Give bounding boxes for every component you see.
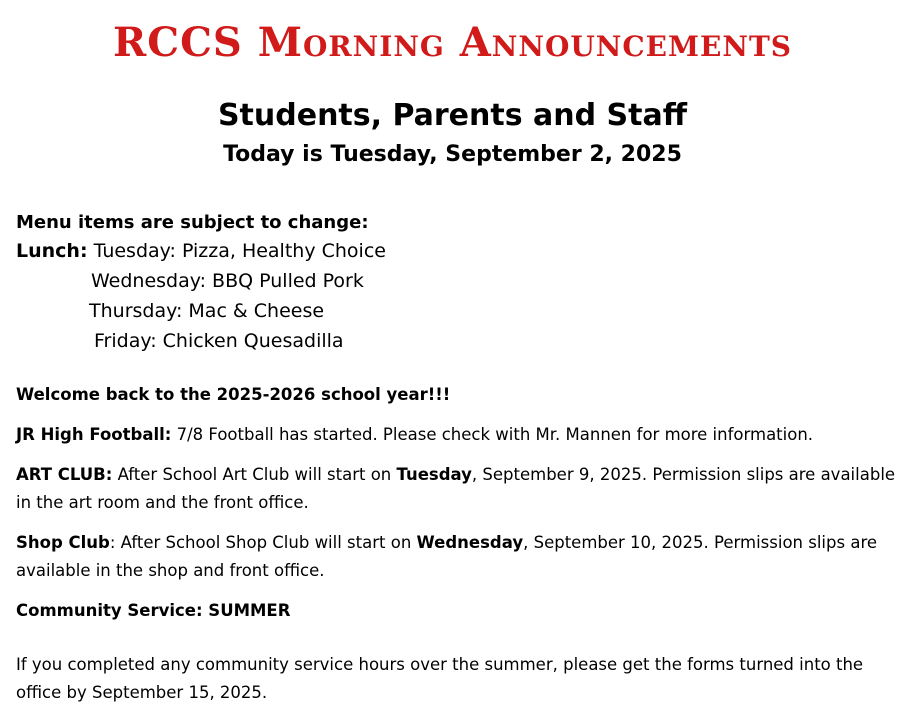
menu-heading: Menu items are subject to change:	[16, 212, 369, 233]
football-label: JR High Football:	[16, 425, 172, 444]
art-club-text-before: After School Art Club will start on	[112, 465, 397, 484]
lunch-row-friday	[94, 327, 344, 355]
lunch-day-tuesday: Tuesday: Pizza, Healthy Choice	[93, 240, 386, 262]
shop-club-text-after: , September 10, 2025. Permission slips are available in the shop and front office.	[16, 533, 878, 580]
lunch-day-wednesday: Wednesday: BBQ Pulled Pork	[91, 270, 364, 292]
audience-subtitle: Students, Parents and Staff	[217, 98, 688, 133]
art-club-label: ART CLUB:	[16, 465, 113, 484]
football-text: 7/8 Football has started. Please check with Mr. Mannen for more information.	[171, 425, 814, 444]
community-service-text: If you completed any community service hours over the summer, please get the forms turned into the office by September 15, 2025.	[16, 655, 864, 702]
art-club-day: Tuesday	[396, 465, 472, 484]
art-club-text-after: , September 9, 2025. Permission slips are available in the art room and the front office.	[16, 465, 896, 512]
lunch-day-friday: Friday: Chicken Quesadilla	[94, 330, 344, 352]
shop-club-announcement	[16, 529, 896, 585]
page-title: RCCS Morning Announcements	[112, 19, 793, 66]
lunch-day-thursday: Thursday: Mac & Cheese	[89, 300, 325, 322]
lunch-label: Lunch:	[16, 240, 88, 262]
art-club-announcement	[16, 461, 896, 517]
welcome-message: Welcome back to the 2025-2026 school year!!!	[16, 385, 451, 404]
shop-club-day: Wednesday	[416, 533, 524, 552]
lunch-row-thursday	[89, 297, 324, 325]
lunch-row-tuesday	[16, 237, 386, 265]
football-announcement	[16, 421, 896, 449]
lunch-row-wednesday	[91, 267, 364, 295]
date-line: Today is Tuesday, September 2, 2025	[223, 142, 682, 167]
shop-club-text-before: : After School Shop Club will start on	[109, 533, 417, 552]
shop-club-label: Shop Club	[16, 533, 110, 552]
community-service-heading: Community Service: SUMMER	[16, 601, 291, 620]
